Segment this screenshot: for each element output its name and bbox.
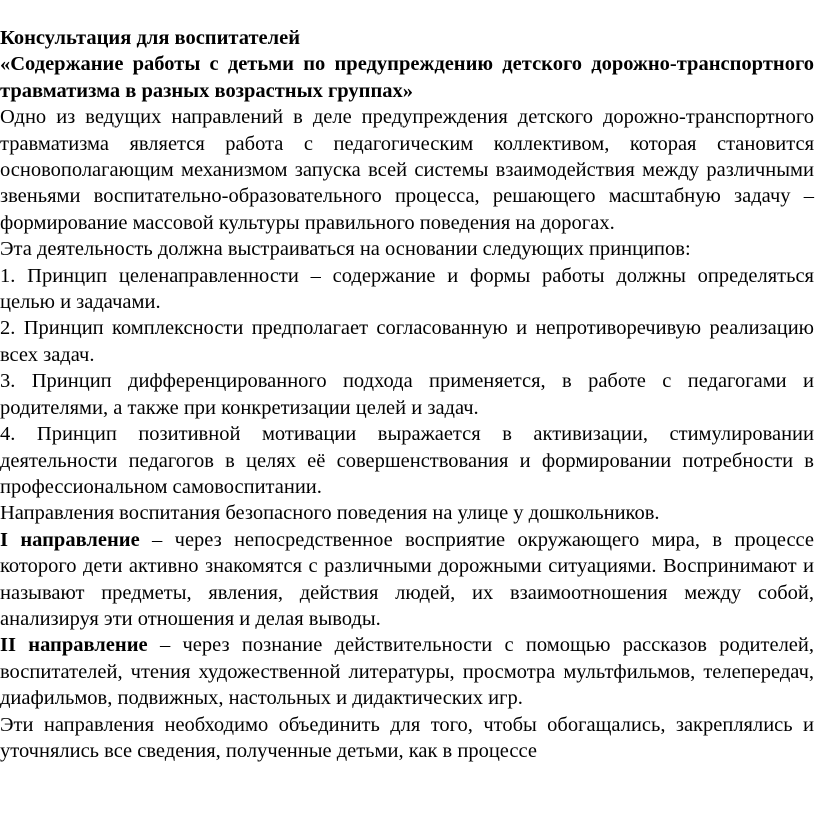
closing-paragraph: Эти направления необходимо объединить для того, чтобы обогащались, закреплялись и уточнялись все сведения, полученные детьми, как в процессе [0,713,814,762]
document-page [0,25,814,764]
principles-intro: Эта деятельность должна выстраиваться на основании следующих принципов: [0,238,691,261]
intro-paragraph: Одно из ведущих направлений в деле предупреждения детского дорожно-транспортного травматизма является работа с педагогическим коллективом, которая становится основополагающим механизмом запуска всей системы взаимодействия между различными звеньями воспитательно-образовательного процесса, решающего масштабную задачу – формирование массовой культуры правильного поведения на дорогах. [0,106,814,234]
direction-2-label: II направление [0,634,148,657]
document-heading: Консультация для воспитателей [0,27,301,49]
principle-item-4: 4. Принцип позитивной мотивации выражается в активизации, стимулировании деятельности педагогов в целях её совершенствования и формировании потребности в профессиональном самовоспитании. [0,423,814,498]
direction-1-label: I направление [0,528,140,551]
principle-item-1: 1. Принцип целенаправленности – содержание и формы работы должны определяться целью и задачами. [0,264,814,314]
principle-item-2: 2. Принцип комплексности предполагает согласованную и непротиворечивую реализацию всех задач. [0,317,814,366]
direction-1-text: – через непосредственное восприятие окружающего мира, в процессе которого дети активно знакомятся с различными дорожными ситуациями. Воспринимают и называют предметы, явления, действия людей, их взаимоотношения между собой, анализируя эти отношения и делая выводы. [0,528,814,630]
direction-1-paragraph [0,527,814,633]
direction-2-paragraph [0,632,814,711]
principle-item-3: 3. Принцип дифференцированного подхода применяется, в работе с педагогами и родителями, а также при конкретизации целей и задач. [0,370,814,419]
direction-2-text: – через познание действительности с помощью рассказов родителей, воспитателей, чтения художественной литературы, просмотра мультфильмов, телепередач, диафильмов, подвижных, настольных и дидактических игр. [0,634,814,710]
directions-intro: Направления воспитания безопасного поведения на улице у дошкольников. [0,502,660,525]
document-title: «Содержание работы с детьми по предупреждению детского дорожно-транспортного травматизма в разных возрастных группах» [0,53,814,102]
